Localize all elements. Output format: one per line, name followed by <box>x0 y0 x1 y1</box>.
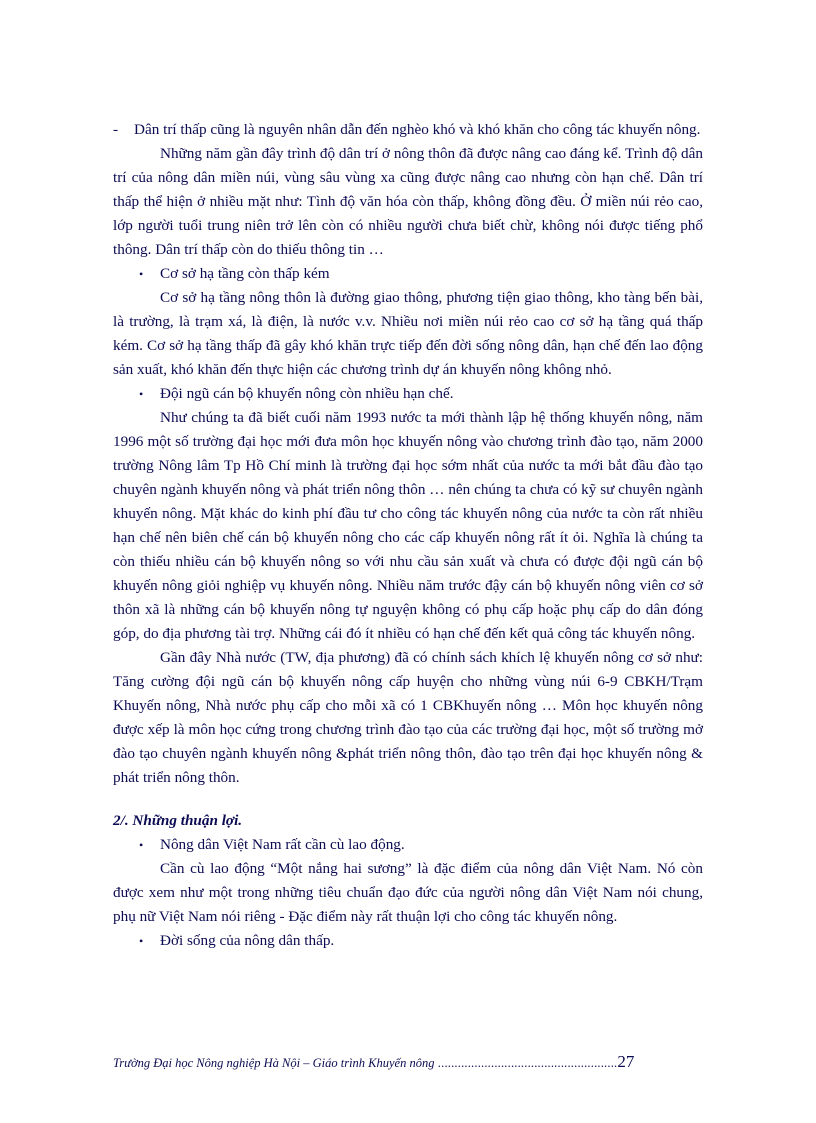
bullet-text: Đội ngũ cán bộ khuyến nông còn nhiều hạn chế. <box>160 385 454 402</box>
page-number: 27 <box>617 1052 635 1071</box>
bullet-item <box>113 833 703 857</box>
section-heading: 2/. Những thuận lợi. <box>113 812 243 829</box>
paragraph-text: Dân trí thấp cũng là nguyên nhân dẫn đến nghèo khó và khó khăn cho công tác khuyến nông. <box>134 121 701 138</box>
bullet-text: Cơ sở hạ tầng còn thấp kém <box>160 265 330 282</box>
bullet-icon: • <box>139 838 144 852</box>
footer-leader-dots: ...................................................... <box>434 1056 618 1070</box>
footer-text: Trường Đại học Nông nghiệp Hà Nội – Giáo trình Khuyến nông <box>113 1056 435 1070</box>
bullet-text: Đời sống của nông dân thấp. <box>160 932 335 949</box>
bullet-item <box>113 262 703 286</box>
dash-mark: - <box>113 121 119 138</box>
bullet-icon: • <box>139 934 144 948</box>
bullet-text: Nông dân Việt Nam rất cần cù lao động. <box>160 836 405 853</box>
bullet-icon: • <box>139 267 144 281</box>
paragraph: Cơ sở hạ tầng nông thôn là đường giao thông, phương tiện giao thông, kho tàng bến bài, là trường, là trạm xá, là điện, là nước v.v. Nhiều nơi miền núi rẻo cao cơ sở hạ tầng quá thấp kém. Cơ sở hạ tầng thấp đã gây khó khăn trực tiếp đến đời sống nông dân, hạn chế đến lao động sản xuất, khó khăn đến thực hiện các chương trình dự án khuyến nông không nhỏ. <box>113 289 703 378</box>
paragraph: Như chúng ta đã biết cuối năm 1993 nước ta mới thành lập hệ thống khuyến nông, năm 1996 một số trường đại học mới đưa môn học khuyến nông vào chương trình đào tạo, năm 2000 trường Nông lâm Tp Hồ Chí minh là trường đại học sớm nhất của nước ta mới bắt đầu đào tạo chuyên ngành khuyến nông và phát triển nông thôn … nên chúng ta chưa có kỹ sư chuyên ngành khuyến nông. Mặt khác do kinh phí đầu tư cho công tác khuyến nông của nước ta còn rất nhiều hạn chế nên biên chế cán bộ khuyến nông cho các cấp khuyến nông rất ít ỏi. Nghĩa là chúng ta còn thiếu nhiều cán bộ khuyến nông so với nhu cầu sản xuất và chưa có được đội ngũ cán bộ khuyến nông giỏi nghiệp vụ khuyến nông. Nhiều năm trước đậy cán bộ khuyến nông viên cơ sở thôn xã là những cán bộ khuyến nông tự nguyện không có phụ cấp hoặc phụ cấp do dân đóng góp, do địa phương tài trợ. Những cái đó ít nhiều có hạn chế đến kết quả công tác khuyến nông. <box>113 409 703 642</box>
page-footer <box>113 1052 703 1072</box>
bullet-item <box>113 382 703 406</box>
paragraph: Những năm gần đây trình độ dân trí ở nông thôn đã được nâng cao đáng kể. Trình độ dân trí của nông dân miền núi, vùng sâu vùng xa cũng được nâng cao nhưng còn hạn chế. Dân trí thấp thể hiện ở nhiều mặt như: Tình độ văn hóa còn thấp, không đồng đều. Ở miền núi rẻo cao, lớp người tuổi trung niên trở lên còn có nhiều người chưa biết chừ, không nói được tiếng phổ thông. Dân trí thấp còn do thiếu thông tin … <box>113 145 703 258</box>
bullet-item <box>113 929 703 953</box>
page-body <box>113 118 703 953</box>
paragraph: Gần đây Nhà nước (TW, địa phương) đã có chính sách khích lệ khuyến nông cơ sở như: Tăng cường đội ngũ cán bộ khuyến nông cấp huyện cho những vùng núi 6-9 CBKH/Trạm Khuyến nông, Nhà nước phụ cấp cho mỗi xã có 1 CBKhuyến nông … Môn học khuyến nông được xếp là môn học cứng trong chương trình đào tạo của các trường đại học, một số trường mở đào tạo chuyên ngành khuyến nông &phát triển nông thôn, đào tạo trên đại học khuyến nông & phát triển nông thôn. <box>113 649 703 786</box>
bullet-icon: • <box>139 387 144 401</box>
paragraph: Cần cù lao động “Một nắng hai sương” là đặc điểm của nông dân Việt Nam. Nó còn được xem như một trong những tiêu chuẩn đạo đức của người nông dân Việt Nam nói chung, phụ nữ Việt Nam nói riêng - Đặc điểm này rất thuận lợi cho công tác khuyến nông. <box>113 860 703 925</box>
dash-paragraph <box>113 118 703 142</box>
